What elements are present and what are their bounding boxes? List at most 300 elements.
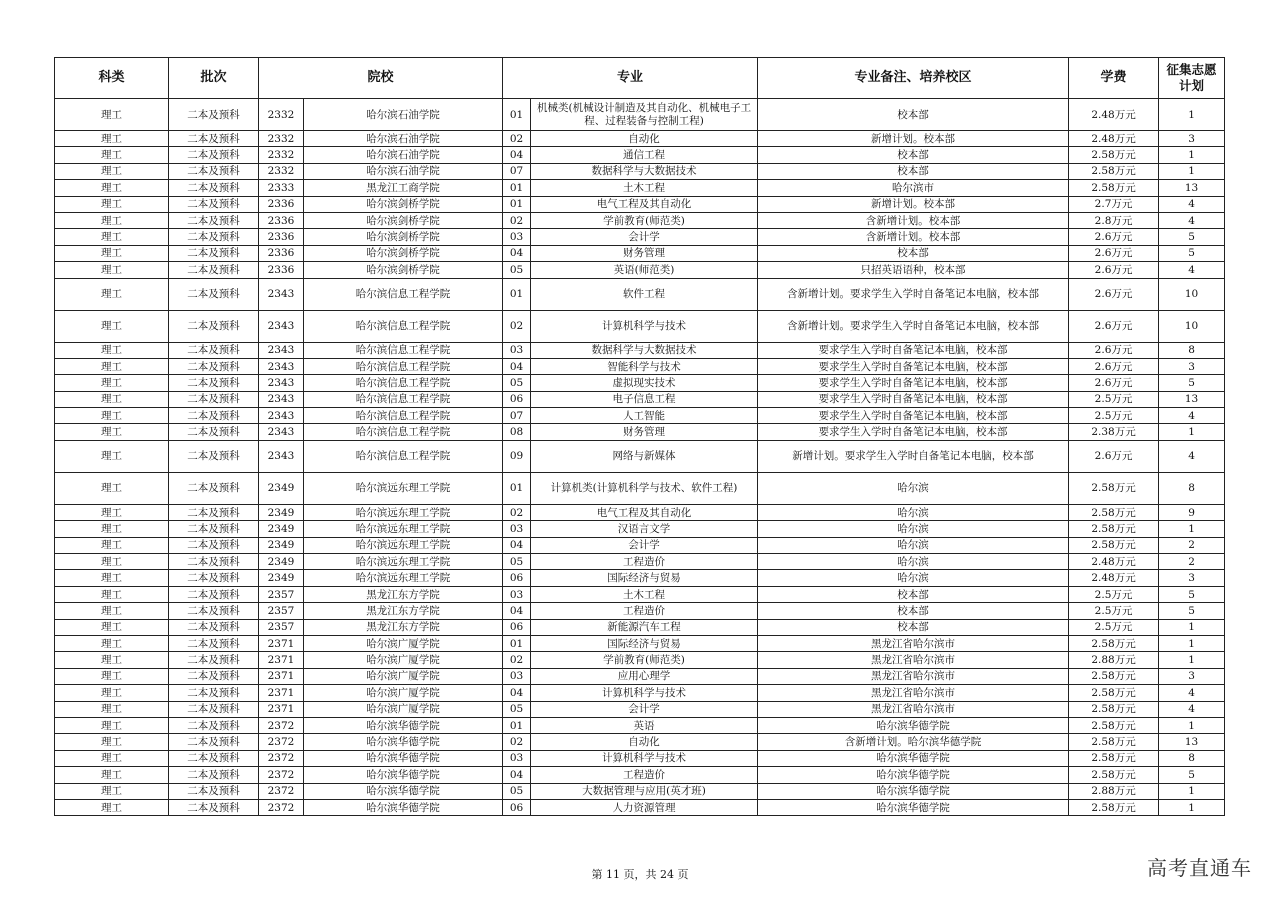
cell-fee: 2.58万元 <box>1069 163 1159 179</box>
cell-major-code: 01 <box>503 717 531 733</box>
cell-batch: 二本及预科 <box>169 99 259 131</box>
cell-batch: 二本及预科 <box>169 180 259 196</box>
cell-major: 会计学 <box>531 701 758 717</box>
cell-school-code: 2343 <box>259 375 304 391</box>
table-row <box>55 717 1225 733</box>
cell-fee: 2.6万元 <box>1069 310 1159 342</box>
cell-note: 校本部 <box>758 163 1069 179</box>
cell-major-code: 05 <box>503 701 531 717</box>
cell-batch: 二本及预科 <box>169 767 259 783</box>
cell-fee: 2.48万元 <box>1069 99 1159 131</box>
cell-major-code: 04 <box>503 147 531 163</box>
cell-plan: 3 <box>1159 358 1225 374</box>
cell-fee: 2.58万元 <box>1069 635 1159 651</box>
cell-note: 新增计划。校本部 <box>758 131 1069 147</box>
cell-category: 理工 <box>55 262 169 278</box>
cell-fee: 2.5万元 <box>1069 619 1159 635</box>
cell-batch: 二本及预科 <box>169 685 259 701</box>
cell-note: 哈尔滨 <box>758 504 1069 520</box>
cell-plan: 2 <box>1159 537 1225 553</box>
cell-major-code: 09 <box>503 440 531 472</box>
cell-major-code: 06 <box>503 799 531 815</box>
cell-school-code: 2371 <box>259 635 304 651</box>
cell-batch: 二本及预科 <box>169 734 259 750</box>
cell-fee: 2.58万元 <box>1069 799 1159 815</box>
cell-school-code: 2332 <box>259 99 304 131</box>
cell-major-code: 03 <box>503 229 531 245</box>
cell-school-code: 2357 <box>259 603 304 619</box>
cell-major: 人工智能 <box>531 408 758 424</box>
cell-category: 理工 <box>55 99 169 131</box>
cell-major-code: 02 <box>503 310 531 342</box>
cell-plan: 1 <box>1159 652 1225 668</box>
cell-major-code: 06 <box>503 619 531 635</box>
table-row <box>55 99 1225 131</box>
cell-school: 哈尔滨石油学院 <box>304 99 503 131</box>
cell-fee: 2.88万元 <box>1069 652 1159 668</box>
cell-school-code: 2371 <box>259 652 304 668</box>
cell-batch: 二本及预科 <box>169 278 259 310</box>
cell-fee: 2.88万元 <box>1069 783 1159 799</box>
cell-school: 哈尔滨石油学院 <box>304 163 503 179</box>
cell-major-code: 06 <box>503 391 531 407</box>
cell-school-code: 2349 <box>259 472 304 504</box>
cell-school: 哈尔滨远东理工学院 <box>304 521 503 537</box>
cell-note: 哈尔滨华德学院 <box>758 717 1069 733</box>
cell-category: 理工 <box>55 668 169 684</box>
table-row <box>55 180 1225 196</box>
cell-school-code: 2371 <box>259 701 304 717</box>
cell-category: 理工 <box>55 685 169 701</box>
cell-note: 哈尔滨市 <box>758 180 1069 196</box>
table-body <box>55 99 1225 816</box>
cell-category: 理工 <box>55 278 169 310</box>
cell-category: 理工 <box>55 603 169 619</box>
cell-fee: 2.58万元 <box>1069 521 1159 537</box>
cell-major: 土木工程 <box>531 180 758 196</box>
cell-batch: 二本及预科 <box>169 701 259 717</box>
cell-note: 黑龙江省哈尔滨市 <box>758 685 1069 701</box>
cell-note: 含新增计划。哈尔滨华德学院 <box>758 734 1069 750</box>
cell-major-code: 01 <box>503 180 531 196</box>
table-row <box>55 570 1225 586</box>
cell-school: 黑龙江东方学院 <box>304 586 503 602</box>
cell-batch: 二本及预科 <box>169 717 259 733</box>
table-row <box>55 440 1225 472</box>
table-row <box>55 196 1225 212</box>
cell-major: 汉语言文学 <box>531 521 758 537</box>
cell-fee: 2.38万元 <box>1069 424 1159 440</box>
cell-plan: 5 <box>1159 245 1225 261</box>
cell-category: 理工 <box>55 635 169 651</box>
cell-note: 哈尔滨 <box>758 521 1069 537</box>
cell-batch: 二本及预科 <box>169 668 259 684</box>
cell-major: 学前教育(师范类) <box>531 652 758 668</box>
cell-fee: 2.6万元 <box>1069 278 1159 310</box>
table-row <box>55 504 1225 520</box>
cell-major: 电气工程及其自动化 <box>531 504 758 520</box>
cell-plan: 4 <box>1159 408 1225 424</box>
cell-school: 哈尔滨华德学院 <box>304 750 503 766</box>
cell-school: 哈尔滨广厦学院 <box>304 685 503 701</box>
cell-note: 要求学生入学时自备笔记本电脑，校本部 <box>758 408 1069 424</box>
cell-fee: 2.58万元 <box>1069 472 1159 504</box>
cell-major: 新能源汽车工程 <box>531 619 758 635</box>
cell-major-code: 04 <box>503 245 531 261</box>
table-row <box>55 424 1225 440</box>
cell-school: 哈尔滨远东理工学院 <box>304 570 503 586</box>
cell-fee: 2.6万元 <box>1069 262 1159 278</box>
watermark: 高考直通车 <box>1147 856 1252 880</box>
cell-school: 哈尔滨信息工程学院 <box>304 342 503 358</box>
cell-major-code: 01 <box>503 278 531 310</box>
cell-category: 理工 <box>55 358 169 374</box>
cell-category: 理工 <box>55 570 169 586</box>
cell-school-code: 2372 <box>259 717 304 733</box>
table-row <box>55 668 1225 684</box>
cell-plan: 4 <box>1159 196 1225 212</box>
cell-major: 财务管理 <box>531 245 758 261</box>
cell-note: 哈尔滨 <box>758 570 1069 586</box>
cell-fee: 2.58万元 <box>1069 147 1159 163</box>
table-row <box>55 278 1225 310</box>
table-row <box>55 310 1225 342</box>
header-row <box>55 58 1225 99</box>
cell-major: 工程造价 <box>531 554 758 570</box>
cell-plan: 5 <box>1159 586 1225 602</box>
cell-school-code: 2343 <box>259 358 304 374</box>
cell-school-code: 2349 <box>259 537 304 553</box>
table-row <box>55 635 1225 651</box>
cell-major-code: 04 <box>503 358 531 374</box>
cell-note: 含新增计划。要求学生入学时自备笔记本电脑，校本部 <box>758 278 1069 310</box>
cell-major-code: 05 <box>503 783 531 799</box>
cell-note: 哈尔滨 <box>758 554 1069 570</box>
table-row <box>55 358 1225 374</box>
cell-category: 理工 <box>55 229 169 245</box>
cell-plan: 13 <box>1159 734 1225 750</box>
table-row <box>55 229 1225 245</box>
header-category: 科类 <box>55 58 169 99</box>
cell-note: 哈尔滨 <box>758 472 1069 504</box>
cell-plan: 5 <box>1159 229 1225 245</box>
cell-school: 哈尔滨剑桥学院 <box>304 229 503 245</box>
cell-plan: 1 <box>1159 783 1225 799</box>
table-row <box>55 783 1225 799</box>
cell-fee: 2.58万元 <box>1069 750 1159 766</box>
cell-plan: 9 <box>1159 504 1225 520</box>
cell-category: 理工 <box>55 750 169 766</box>
cell-major: 虚拟现实技术 <box>531 375 758 391</box>
cell-plan: 2 <box>1159 554 1225 570</box>
cell-school-code: 2372 <box>259 750 304 766</box>
cell-major: 英语(师范类) <box>531 262 758 278</box>
cell-school: 黑龙江东方学院 <box>304 619 503 635</box>
cell-batch: 二本及预科 <box>169 635 259 651</box>
cell-major-code: 03 <box>503 521 531 537</box>
cell-note: 黑龙江省哈尔滨市 <box>758 635 1069 651</box>
cell-plan: 1 <box>1159 163 1225 179</box>
cell-fee: 2.5万元 <box>1069 391 1159 407</box>
cell-major-code: 05 <box>503 554 531 570</box>
cell-batch: 二本及预科 <box>169 799 259 815</box>
cell-major: 工程造价 <box>531 767 758 783</box>
cell-school: 哈尔滨华德学院 <box>304 767 503 783</box>
cell-plan: 8 <box>1159 750 1225 766</box>
cell-major: 国际经济与贸易 <box>531 635 758 651</box>
cell-school-code: 2333 <box>259 180 304 196</box>
cell-major: 计算机科学与技术 <box>531 685 758 701</box>
cell-fee: 2.58万元 <box>1069 668 1159 684</box>
cell-major-code: 07 <box>503 408 531 424</box>
cell-school-code: 2336 <box>259 196 304 212</box>
cell-school: 哈尔滨广厦学院 <box>304 652 503 668</box>
cell-category: 理工 <box>55 342 169 358</box>
cell-batch: 二本及预科 <box>169 783 259 799</box>
cell-major: 软件工程 <box>531 278 758 310</box>
cell-batch: 二本及预科 <box>169 131 259 147</box>
cell-school-code: 2343 <box>259 278 304 310</box>
table-row <box>55 652 1225 668</box>
header-note: 专业备注、培养校区 <box>758 58 1069 99</box>
cell-note: 要求学生入学时自备笔记本电脑，校本部 <box>758 358 1069 374</box>
cell-school: 哈尔滨信息工程学院 <box>304 358 503 374</box>
cell-fee: 2.48万元 <box>1069 570 1159 586</box>
cell-major: 土木工程 <box>531 586 758 602</box>
cell-plan: 8 <box>1159 342 1225 358</box>
table-row <box>55 734 1225 750</box>
table-row <box>55 131 1225 147</box>
cell-major: 计算机类(计算机科学与技术、软件工程) <box>531 472 758 504</box>
cell-major-code: 03 <box>503 342 531 358</box>
cell-batch: 二本及预科 <box>169 391 259 407</box>
cell-major: 智能科学与技术 <box>531 358 758 374</box>
cell-note: 哈尔滨 <box>758 537 1069 553</box>
cell-batch: 二本及预科 <box>169 504 259 520</box>
cell-category: 理工 <box>55 375 169 391</box>
header-batch: 批次 <box>169 58 259 99</box>
cell-note: 含新增计划。校本部 <box>758 212 1069 228</box>
page-footer: 第 11 页，共 24 页 <box>591 868 689 881</box>
cell-major-code: 04 <box>503 767 531 783</box>
cell-plan: 1 <box>1159 521 1225 537</box>
cell-school: 哈尔滨信息工程学院 <box>304 310 503 342</box>
cell-fee: 2.58万元 <box>1069 734 1159 750</box>
table-row <box>55 147 1225 163</box>
cell-fee: 2.58万元 <box>1069 537 1159 553</box>
cell-note: 含新增计划。校本部 <box>758 229 1069 245</box>
cell-note: 要求学生入学时自备笔记本电脑，校本部 <box>758 424 1069 440</box>
cell-plan: 1 <box>1159 147 1225 163</box>
cell-major: 数据科学与大数据技术 <box>531 342 758 358</box>
cell-batch: 二本及预科 <box>169 554 259 570</box>
cell-plan: 10 <box>1159 310 1225 342</box>
cell-batch: 二本及预科 <box>169 147 259 163</box>
cell-note: 校本部 <box>758 586 1069 602</box>
cell-school-code: 2372 <box>259 734 304 750</box>
cell-category: 理工 <box>55 212 169 228</box>
cell-school: 哈尔滨广厦学院 <box>304 668 503 684</box>
cell-batch: 二本及预科 <box>169 619 259 635</box>
cell-fee: 2.58万元 <box>1069 504 1159 520</box>
cell-school-code: 2332 <box>259 163 304 179</box>
cell-note: 要求学生入学时自备笔记本电脑，校本部 <box>758 375 1069 391</box>
cell-fee: 2.6万元 <box>1069 229 1159 245</box>
cell-school-code: 2336 <box>259 245 304 261</box>
cell-note: 校本部 <box>758 245 1069 261</box>
cell-school-code: 2349 <box>259 554 304 570</box>
header-plan: 征集志愿计划 <box>1159 58 1225 99</box>
cell-major: 自动化 <box>531 734 758 750</box>
cell-category: 理工 <box>55 180 169 196</box>
cell-plan: 4 <box>1159 212 1225 228</box>
cell-batch: 二本及预科 <box>169 358 259 374</box>
cell-fee: 2.48万元 <box>1069 554 1159 570</box>
cell-fee: 2.6万元 <box>1069 245 1159 261</box>
cell-school: 哈尔滨远东理工学院 <box>304 472 503 504</box>
cell-category: 理工 <box>55 619 169 635</box>
cell-school: 哈尔滨华德学院 <box>304 783 503 799</box>
cell-batch: 二本及预科 <box>169 603 259 619</box>
table-row <box>55 391 1225 407</box>
table-row <box>55 245 1225 261</box>
cell-major: 计算机科学与技术 <box>531 750 758 766</box>
cell-school: 哈尔滨远东理工学院 <box>304 537 503 553</box>
cell-note: 校本部 <box>758 603 1069 619</box>
cell-school-code: 2336 <box>259 212 304 228</box>
table-row <box>55 537 1225 553</box>
table-row <box>55 685 1225 701</box>
cell-category: 理工 <box>55 163 169 179</box>
cell-plan: 13 <box>1159 180 1225 196</box>
table-row <box>55 799 1225 815</box>
cell-major: 数据科学与大数据技术 <box>531 163 758 179</box>
cell-major: 计算机科学与技术 <box>531 310 758 342</box>
cell-category: 理工 <box>55 799 169 815</box>
cell-batch: 二本及预科 <box>169 570 259 586</box>
cell-category: 理工 <box>55 717 169 733</box>
cell-batch: 二本及预科 <box>169 586 259 602</box>
cell-major-code: 02 <box>503 212 531 228</box>
cell-plan: 3 <box>1159 668 1225 684</box>
cell-note: 新增计划。校本部 <box>758 196 1069 212</box>
cell-school: 哈尔滨广厦学院 <box>304 701 503 717</box>
cell-fee: 2.6万元 <box>1069 440 1159 472</box>
cell-note: 校本部 <box>758 147 1069 163</box>
cell-major: 大数据管理与应用(英才班) <box>531 783 758 799</box>
cell-school: 哈尔滨石油学院 <box>304 131 503 147</box>
cell-school: 哈尔滨信息工程学院 <box>304 375 503 391</box>
cell-school: 哈尔滨剑桥学院 <box>304 196 503 212</box>
table-row <box>55 342 1225 358</box>
cell-plan: 1 <box>1159 99 1225 131</box>
header-fee: 学费 <box>1069 58 1159 99</box>
cell-major-code: 04 <box>503 603 531 619</box>
cell-batch: 二本及预科 <box>169 440 259 472</box>
cell-fee: 2.58万元 <box>1069 767 1159 783</box>
table-row <box>55 212 1225 228</box>
cell-batch: 二本及预科 <box>169 375 259 391</box>
cell-category: 理工 <box>55 147 169 163</box>
cell-school: 哈尔滨信息工程学院 <box>304 440 503 472</box>
cell-plan: 3 <box>1159 570 1225 586</box>
cell-category: 理工 <box>55 521 169 537</box>
cell-category: 理工 <box>55 701 169 717</box>
cell-major-code: 03 <box>503 586 531 602</box>
admission-table <box>54 57 1225 816</box>
cell-batch: 二本及预科 <box>169 245 259 261</box>
cell-category: 理工 <box>55 440 169 472</box>
table-row <box>55 554 1225 570</box>
cell-school: 哈尔滨华德学院 <box>304 717 503 733</box>
table-row <box>55 375 1225 391</box>
cell-school: 哈尔滨剑桥学院 <box>304 212 503 228</box>
cell-note: 要求学生入学时自备笔记本电脑，校本部 <box>758 342 1069 358</box>
cell-category: 理工 <box>55 537 169 553</box>
cell-category: 理工 <box>55 554 169 570</box>
cell-plan: 1 <box>1159 619 1225 635</box>
cell-major-code: 04 <box>503 537 531 553</box>
cell-batch: 二本及预科 <box>169 472 259 504</box>
cell-school: 哈尔滨信息工程学院 <box>304 278 503 310</box>
cell-plan: 13 <box>1159 391 1225 407</box>
cell-fee: 2.48万元 <box>1069 131 1159 147</box>
table-row <box>55 521 1225 537</box>
cell-school-code: 2372 <box>259 799 304 815</box>
cell-category: 理工 <box>55 783 169 799</box>
cell-major-code: 01 <box>503 635 531 651</box>
cell-batch: 二本及预科 <box>169 229 259 245</box>
cell-plan: 10 <box>1159 278 1225 310</box>
cell-batch: 二本及预科 <box>169 537 259 553</box>
cell-batch: 二本及预科 <box>169 310 259 342</box>
cell-note: 要求学生入学时自备笔记本电脑，校本部 <box>758 391 1069 407</box>
cell-school: 哈尔滨华德学院 <box>304 734 503 750</box>
table-row <box>55 767 1225 783</box>
cell-major: 学前教育(师范类) <box>531 212 758 228</box>
table-row <box>55 262 1225 278</box>
cell-category: 理工 <box>55 424 169 440</box>
cell-plan: 1 <box>1159 635 1225 651</box>
table-row <box>55 586 1225 602</box>
cell-category: 理工 <box>55 131 169 147</box>
cell-batch: 二本及预科 <box>169 342 259 358</box>
cell-major: 网络与新媒体 <box>531 440 758 472</box>
cell-fee: 2.7万元 <box>1069 196 1159 212</box>
cell-major-code: 05 <box>503 375 531 391</box>
cell-major-code: 02 <box>503 131 531 147</box>
cell-school: 哈尔滨广厦学院 <box>304 635 503 651</box>
table-row <box>55 408 1225 424</box>
table-row <box>55 619 1225 635</box>
cell-batch: 二本及预科 <box>169 262 259 278</box>
cell-plan: 4 <box>1159 262 1225 278</box>
header-school: 院校 <box>259 58 503 99</box>
cell-fee: 2.58万元 <box>1069 180 1159 196</box>
cell-batch: 二本及预科 <box>169 196 259 212</box>
cell-school: 哈尔滨剑桥学院 <box>304 245 503 261</box>
cell-major: 应用心理学 <box>531 668 758 684</box>
cell-major-code: 04 <box>503 685 531 701</box>
cell-fee: 2.8万元 <box>1069 212 1159 228</box>
cell-category: 理工 <box>55 652 169 668</box>
cell-category: 理工 <box>55 734 169 750</box>
cell-note: 哈尔滨华德学院 <box>758 767 1069 783</box>
cell-plan: 5 <box>1159 767 1225 783</box>
cell-school-code: 2371 <box>259 685 304 701</box>
cell-plan: 1 <box>1159 717 1225 733</box>
cell-major: 国际经济与贸易 <box>531 570 758 586</box>
